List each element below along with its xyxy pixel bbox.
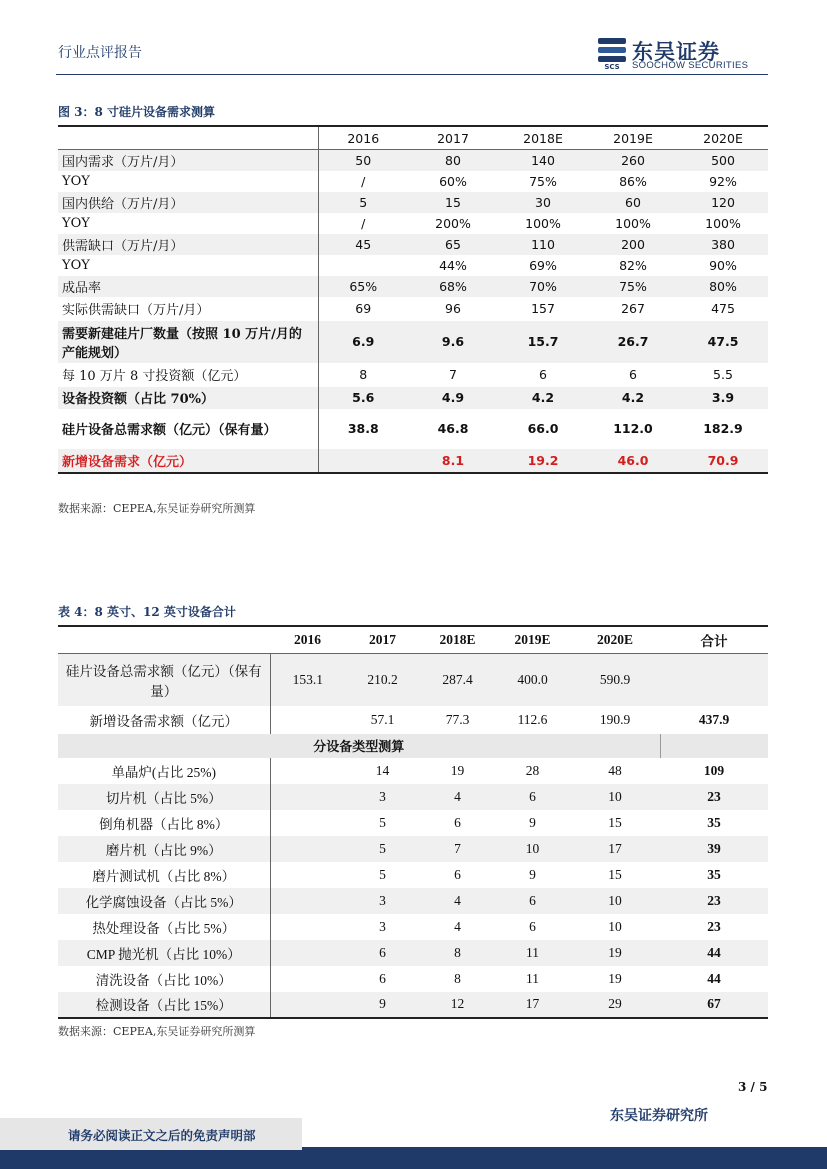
table-cell: 5.6 [318,387,408,409]
table-cell: 190.9 [599,711,631,727]
table-cell: 69 [355,301,372,316]
table-cell: 14 [375,762,390,778]
table-cell: 69% [529,257,557,273]
table-row [58,171,768,192]
row-label: 实际供需缺口（万片/月） [58,297,318,321]
table-row [58,654,768,706]
table-cell: 112.6 [517,711,548,727]
table-row [58,192,768,213]
table-cell: 29 [570,992,660,1018]
table-cell: 3 [379,918,386,934]
header-cell: 2017 [345,626,420,654]
table-row [58,409,768,449]
disclaimer-tab[interactable] [0,1118,302,1150]
figure3-source: 数据来源：CEPEA,东吴证券研究所测算 [58,502,256,515]
brand-name-cn: 东吴证券 [632,40,720,64]
table-cell: 110 [498,234,588,255]
table-cell: 65% [318,276,408,297]
table-cell: 66.0 [527,421,559,436]
row-label: 清洗设备（占比 10%） [58,966,270,992]
table-cell [270,810,345,836]
row-label: 新增设备需求（亿元） [58,449,318,473]
table-cell [270,836,345,862]
table-cell: / [361,215,366,231]
table-cell [270,706,345,734]
table-row [58,914,768,940]
table-cell: 39 [660,836,768,862]
brand-logo [596,36,766,72]
table-cell: 100% [615,215,651,231]
table-cell: 46.8 [437,421,469,436]
table-cell: 120 [678,192,768,213]
table-row [58,321,768,363]
table-cell: 4.2 [498,387,588,409]
table-cell: 200% [435,215,471,231]
table-cell: 8 [454,970,461,986]
table-row [58,297,768,321]
table-cell: 5 [318,192,408,213]
row-label: YOY [58,213,318,234]
table4-table [58,625,768,1019]
table4-source: 数据来源：CEPEA,东吴证券研究所测算 [58,1025,256,1038]
header-cell: 2019E [588,126,678,150]
table-cell: 15 [608,866,622,882]
row-label: 化学腐蚀设备（占比 5%） [58,888,270,914]
header-cell: 合计 [660,626,768,654]
report-type: 行业点评报告 [58,45,142,61]
row-label: 切片机（占比 5%） [58,784,270,810]
row-label: YOY [58,255,318,276]
table-row [58,363,768,387]
table-row [58,234,768,255]
table-cell: 8 [420,940,495,966]
table-cell: 57.1 [370,711,395,727]
table-cell: 48 [608,762,622,778]
table-row [58,966,768,992]
table-cell: 80 [408,150,498,171]
table-cell: 267 [621,301,645,316]
brand-name-en: SOOCHOW SECURITIES [632,60,749,71]
table-cell: 11 [526,970,539,986]
header-cell: 2018E [420,626,495,654]
table-cell: 5 [379,814,386,830]
row-label: 每 10 万片 8 寸投资额（亿元） [58,363,318,387]
header-cell: 2016 [270,626,345,654]
table-cell: 38.8 [347,421,379,436]
table-cell: 109 [703,762,725,778]
table-row [58,276,768,297]
header-cell: 2020E [678,126,768,150]
table-cell [270,992,345,1018]
table-row [58,150,768,171]
table-cell: 500 [678,150,768,171]
section-row [58,734,768,758]
table-cell: 260 [588,150,678,171]
table-cell: 9.6 [408,321,498,363]
table-cell: 26.7 [588,321,678,363]
header-cell: 2020E [570,626,660,654]
table-cell: 10 [495,836,570,862]
table-cell: 157 [531,301,555,316]
table-cell: 23 [707,918,721,934]
table-row [58,940,768,966]
table-cell: 6 [379,970,386,986]
table-cell: 77.3 [445,711,470,727]
table-cell: 5 [345,836,420,862]
table-cell: 60 [588,192,678,213]
table-cell: 46.0 [588,449,678,473]
table-cell: 23 [660,888,768,914]
table-cell: 437.9 [698,711,730,727]
table-row [58,213,768,234]
table-cell: 200 [588,234,678,255]
footer-org: 东吴证券研究所 [610,1108,708,1124]
table-cell [660,654,768,706]
table-row [58,255,768,276]
table-cell: 4 [420,888,495,914]
table-cell: 15 [608,814,622,830]
table-cell: 15.7 [498,321,588,363]
table-cell: 19.2 [498,449,588,473]
table-cell: 70.9 [678,449,768,473]
table-cell: 5.5 [713,367,733,382]
table-cell: 7 [449,367,457,382]
table-cell: 44% [439,257,467,273]
table-cell: 6.9 [318,321,408,363]
table-cell [270,758,345,784]
table-cell: 400.0 [495,654,570,706]
table-cell: 380 [678,234,768,255]
table-cell: 15 [408,192,498,213]
table-cell: 100% [705,215,741,231]
section-empty-cell [660,734,768,758]
row-label: 倒角机器（占比 8%） [58,810,270,836]
table-cell [318,255,408,276]
row-label: 检测设备（占比 15%） [58,992,270,1018]
table-cell: 70% [498,276,588,297]
table-row [58,810,768,836]
table-cell: 5 [379,866,386,882]
table-cell: 10 [608,918,622,934]
page-number: 3 / 5 [738,1080,768,1094]
table-cell: 6 [495,888,570,914]
table-cell: 10 [570,888,660,914]
table-cell: 475 [711,301,735,316]
table-cell: 9 [345,992,420,1018]
table-cell: 4.2 [588,387,678,409]
figure3-caption: 图 3：8 寸硅片设备需求测算 [58,105,216,119]
table-row [58,784,768,810]
header-divider [56,74,768,75]
table4-caption: 表 4：8 英寸、12 英寸设备合计 [58,605,236,619]
disclaimer-text: 请务必阅读正文之后的免责声明部 [68,1128,256,1143]
table-cell: 6 [539,367,547,382]
table-cell: 10 [570,784,660,810]
table-cell: 44 [660,940,768,966]
table-cell [270,914,345,940]
table-cell: 67 [660,992,768,1018]
table-cell: 210.2 [345,654,420,706]
table-row [58,992,768,1018]
scs-logo-icon [596,36,628,70]
table-cell: 80% [678,276,768,297]
table-cell: 9 [529,866,536,882]
table-cell: 153.1 [270,654,345,706]
table-cell: 182.9 [703,421,743,436]
row-label: 国内需求（万片/月） [58,150,318,171]
table-cell: 23 [660,784,768,810]
row-label: 磨片测试机（占比 8%） [58,862,270,888]
table-cell: 3.9 [678,387,768,409]
table-row [58,387,768,409]
table-cell: 17 [570,836,660,862]
header-cell [58,626,270,654]
table-cell: 4 [454,918,461,934]
row-label: 单晶炉(占比 25%) [58,758,270,784]
row-label: 磨片机（占比 9%） [58,836,270,862]
table-cell: 86% [619,173,647,189]
table-cell: 6 [629,367,637,382]
table-cell: 100% [525,215,561,231]
table-cell: 44 [707,970,721,986]
table-cell: 19 [608,970,622,986]
table-cell: 35 [707,814,721,830]
table-cell: 65 [408,234,498,255]
figure3-table [58,125,768,474]
row-label: CMP 抛光机（占比 10%） [58,940,270,966]
row-label: 新增设备需求额（亿元） [58,706,270,734]
row-label: 成品率 [58,276,318,297]
section-title: 分设备类型测算 [58,734,660,758]
table-row [58,449,768,473]
row-label: 硅片设备总需求额（亿元）（保有量） [58,654,270,706]
table-cell: 68% [408,276,498,297]
header-cell: 2016 [318,126,408,150]
header-cell: 2017 [408,126,498,150]
table-cell [270,784,345,810]
table-row [58,706,768,734]
row-label: 设备投资额（占比 70%） [58,387,318,409]
table-cell: 9 [529,814,536,830]
row-label: YOY [58,171,318,192]
table-cell: 3 [345,784,420,810]
row-label: 热处理设备（占比 5%） [58,914,270,940]
row-label: 需要新建硅片厂数量（按照 10 万片/月的产能规划） [58,321,318,363]
table-cell: 96 [445,301,461,316]
header-cell: 2018E [498,126,588,150]
row-label: 硅片设备总需求额（亿元）（保有量） [58,409,318,449]
table-cell: 287.4 [420,654,495,706]
table-row [58,888,768,914]
table-cell: 17 [495,992,570,1018]
table-cell: 12 [420,992,495,1018]
table-cell: 3 [345,888,420,914]
table-header-row [58,126,768,150]
table-cell [270,966,345,992]
table-cell [270,940,345,966]
table-cell: 75% [529,173,557,189]
table-cell: 50 [318,150,408,171]
table-cell: 19 [450,762,465,778]
table-cell [270,862,345,888]
table-cell: 45 [318,234,408,255]
table-cell: 7 [420,836,495,862]
table-cell: 8.1 [408,449,498,473]
table-row [58,836,768,862]
row-label: 供需缺口（万片/月） [58,234,318,255]
table-row [58,758,768,784]
table-cell: 75% [588,276,678,297]
svg-text:SCS: SCS [604,63,620,70]
table-cell: 140 [498,150,588,171]
table-header-row [58,626,768,654]
row-label: 国内供给（万片/月） [58,192,318,213]
table-cell: 60% [439,173,467,189]
table-row [58,862,768,888]
table-cell: 4 [420,784,495,810]
table-cell [318,449,408,473]
table-cell: 112.0 [613,421,653,436]
table-cell: 6 [529,918,536,934]
table-cell: 35 [707,866,721,882]
table-cell: 590.9 [570,654,660,706]
table-cell: 6 [454,866,461,882]
table-cell: 6 [454,814,461,830]
table-cell: 19 [570,940,660,966]
table-cell: 30 [498,192,588,213]
header-cell: 2019E [495,626,570,654]
table-cell: 28 [525,762,540,778]
table-cell: 8 [359,367,368,382]
table-cell: 6 [345,940,420,966]
table-cell: 11 [495,940,570,966]
table-cell: 92% [709,173,737,189]
table-cell: 47.5 [678,321,768,363]
table-cell: / [361,173,366,189]
table-cell: 4.9 [408,387,498,409]
header-cell [58,126,318,150]
footer-bar [0,1147,827,1169]
table-cell: 6 [495,784,570,810]
table-cell: 90% [709,257,737,273]
table-cell [270,888,345,914]
table-cell: 82% [619,257,647,273]
